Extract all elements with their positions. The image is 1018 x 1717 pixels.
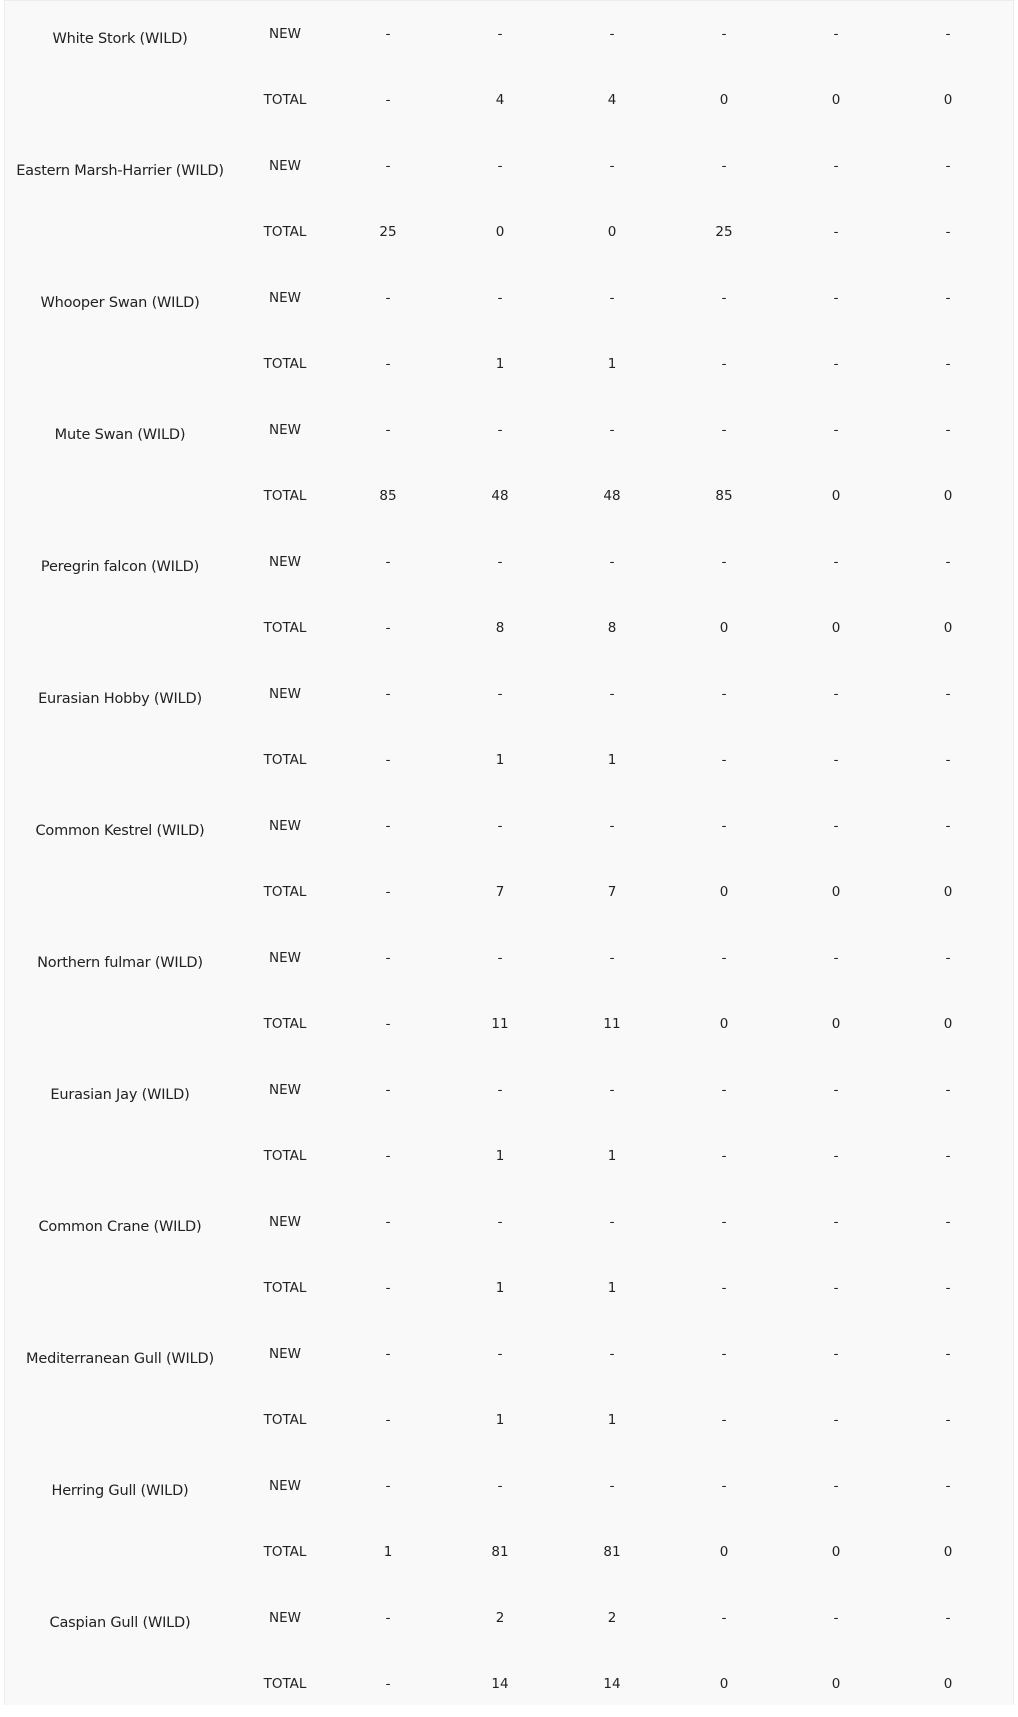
- total-row: [5, 1276, 1015, 1300]
- table-cell: -: [945, 1148, 951, 1164]
- table-cell: -: [945, 554, 951, 570]
- table-cell: -: [721, 1346, 727, 1362]
- table-cell: 0: [719, 1016, 729, 1032]
- species-group: [5, 529, 1015, 661]
- row-label-new: NEW: [269, 1346, 301, 1362]
- table-cell: -: [385, 884, 391, 900]
- table-cell: -: [385, 92, 391, 108]
- species-group: [5, 925, 1015, 1057]
- table-cell: 0: [831, 92, 841, 108]
- table-cell: -: [385, 1610, 391, 1626]
- species-group: [5, 1, 1015, 133]
- table-cell: -: [721, 26, 727, 42]
- table-cell: -: [721, 1082, 727, 1098]
- table-cell: -: [833, 356, 839, 372]
- row-label-new: NEW: [269, 950, 301, 966]
- table-cell: 0: [831, 488, 841, 504]
- table-cell: 1: [607, 752, 617, 768]
- table-cell: -: [385, 1346, 391, 1362]
- total-row: [5, 748, 1015, 772]
- table-cell: -: [497, 422, 503, 438]
- species-group: [5, 661, 1015, 793]
- table-cell: -: [385, 1082, 391, 1098]
- table-cell: -: [385, 818, 391, 834]
- total-row: [5, 880, 1015, 904]
- table-cell: -: [945, 1412, 951, 1428]
- table-cell: 0: [943, 620, 953, 636]
- table-cell: 0: [719, 620, 729, 636]
- table-cell: 1: [607, 1148, 617, 1164]
- species-name: Peregrin falcon (WILD): [40, 559, 200, 575]
- table-cell: 8: [607, 620, 617, 636]
- table-cell: 0: [943, 884, 953, 900]
- table-cell: 4: [607, 92, 617, 108]
- table-cell: 25: [379, 224, 397, 240]
- table-cell: -: [385, 1676, 391, 1692]
- table-cell: -: [721, 1478, 727, 1494]
- table-cell: -: [721, 1148, 727, 1164]
- row-label-total: TOTAL: [263, 224, 307, 240]
- table-cell: -: [833, 290, 839, 306]
- row-label-total: TOTAL: [263, 356, 307, 372]
- new-row: [5, 682, 1015, 706]
- table-cell: -: [609, 1478, 615, 1494]
- table-cell: 11: [491, 1016, 509, 1032]
- table-cell: -: [833, 752, 839, 768]
- table-cell: 1: [383, 1544, 393, 1560]
- table-cell: 0: [943, 488, 953, 504]
- species-name: Eurasian Jay (WILD): [50, 1087, 190, 1103]
- table-cell: -: [945, 224, 951, 240]
- row-label-new: NEW: [269, 1082, 301, 1098]
- table-cell: -: [945, 290, 951, 306]
- species-group: [5, 397, 1015, 529]
- table-cell: -: [609, 1346, 615, 1362]
- table-cell: -: [833, 686, 839, 702]
- table-cell: 0: [831, 620, 841, 636]
- table-cell: -: [721, 290, 727, 306]
- species-name: Herring Gull (WILD): [51, 1483, 189, 1499]
- table-cell: 14: [491, 1676, 509, 1692]
- table-cell: -: [385, 620, 391, 636]
- table-cell: -: [609, 1082, 615, 1098]
- new-row: [5, 1210, 1015, 1234]
- row-label-new: NEW: [269, 422, 301, 438]
- table-cell: 2: [607, 1610, 617, 1626]
- species-group: [5, 1585, 1015, 1717]
- table-cell: 0: [831, 884, 841, 900]
- table-cell: -: [609, 422, 615, 438]
- table-cell: -: [721, 356, 727, 372]
- species-name: Eastern Marsh-Harrier (WILD): [16, 163, 224, 179]
- row-label-total: TOTAL: [263, 884, 307, 900]
- table-cell: -: [385, 1478, 391, 1494]
- species-name: Eurasian Hobby (WILD): [38, 691, 202, 707]
- table-cell: -: [945, 422, 951, 438]
- table-cell: -: [721, 1214, 727, 1230]
- table-cell: -: [385, 26, 391, 42]
- table-cell: -: [497, 1214, 503, 1230]
- row-label-new: NEW: [269, 554, 301, 570]
- table-cell: 8: [495, 620, 505, 636]
- table-cell: -: [497, 818, 503, 834]
- table-cell: -: [721, 1412, 727, 1428]
- row-label-new: NEW: [269, 1478, 301, 1494]
- table-cell: -: [833, 818, 839, 834]
- table-cell: 1: [495, 1412, 505, 1428]
- species-name: Common Kestrel (WILD): [35, 823, 205, 839]
- table-cell: 0: [719, 92, 729, 108]
- table-cell: -: [833, 1346, 839, 1362]
- species-group: [5, 265, 1015, 397]
- total-row: [5, 1540, 1015, 1564]
- table-cell: 0: [719, 884, 729, 900]
- table-cell: -: [385, 1280, 391, 1296]
- new-row: [5, 1606, 1015, 1630]
- table-cell: 81: [491, 1544, 509, 1560]
- table-cell: -: [497, 1082, 503, 1098]
- table-cell: -: [833, 1610, 839, 1626]
- species-name: Northern fulmar (WILD): [37, 955, 203, 971]
- table-cell: 11: [603, 1016, 621, 1032]
- table-cell: -: [945, 1082, 951, 1098]
- row-label-total: TOTAL: [263, 1676, 307, 1692]
- row-label-total: TOTAL: [263, 752, 307, 768]
- table-cell: 0: [719, 1676, 729, 1692]
- table-cell: -: [497, 1346, 503, 1362]
- total-row: [5, 88, 1015, 112]
- table-cell: -: [721, 554, 727, 570]
- row-label-new: NEW: [269, 1214, 301, 1230]
- table-cell: -: [945, 1280, 951, 1296]
- total-row: [5, 1144, 1015, 1168]
- table-cell: -: [385, 1016, 391, 1032]
- row-label-new: NEW: [269, 1610, 301, 1626]
- row-label-total: TOTAL: [263, 1280, 307, 1296]
- table-cell: 81: [603, 1544, 621, 1560]
- table-cell: -: [385, 752, 391, 768]
- table-cell: 85: [715, 488, 733, 504]
- table-cell: -: [609, 290, 615, 306]
- total-row: [5, 1672, 1015, 1696]
- table-cell: -: [609, 26, 615, 42]
- table-cell: 14: [603, 1676, 621, 1692]
- table-cell: -: [945, 158, 951, 174]
- species-group: [5, 793, 1015, 925]
- table-cell: -: [721, 752, 727, 768]
- species-name: Caspian Gull (WILD): [49, 1615, 191, 1631]
- table-cell: -: [497, 26, 503, 42]
- new-row: [5, 550, 1015, 574]
- table-cell: 25: [715, 224, 733, 240]
- new-row: [5, 22, 1015, 46]
- table-cell: -: [385, 686, 391, 702]
- table-cell: -: [945, 1610, 951, 1626]
- species-name: Mediterranean Gull (WILD): [26, 1351, 214, 1367]
- species-name: Common Crane (WILD): [38, 1219, 202, 1235]
- table-cell: 0: [943, 1016, 953, 1032]
- table-cell: -: [721, 422, 727, 438]
- total-row: [5, 1012, 1015, 1036]
- total-row: [5, 616, 1015, 640]
- table-cell: 1: [607, 1280, 617, 1296]
- species-group: [5, 1057, 1015, 1189]
- table-cell: -: [833, 1082, 839, 1098]
- table-cell: -: [497, 686, 503, 702]
- table-cell: 48: [491, 488, 509, 504]
- table-cell: -: [721, 686, 727, 702]
- row-label-new: NEW: [269, 26, 301, 42]
- table-cell: 0: [943, 1544, 953, 1560]
- species-name: Mute Swan (WILD): [54, 427, 186, 443]
- species-name: White Stork (WILD): [52, 31, 188, 47]
- table-cell: 1: [495, 1280, 505, 1296]
- table-cell: -: [497, 554, 503, 570]
- new-row: [5, 1474, 1015, 1498]
- species-group: [5, 1453, 1015, 1585]
- table-cell: -: [609, 818, 615, 834]
- new-row: [5, 418, 1015, 442]
- table-cell: -: [833, 26, 839, 42]
- table-cell: -: [385, 950, 391, 966]
- table-cell: -: [385, 1412, 391, 1428]
- table-cell: -: [833, 1478, 839, 1494]
- table-cell: -: [945, 356, 951, 372]
- table-cell: 48: [603, 488, 621, 504]
- table-cell: -: [721, 158, 727, 174]
- table-cell: -: [497, 158, 503, 174]
- table-cell: -: [833, 224, 839, 240]
- species-statistics-table: [4, 0, 1014, 1705]
- new-row: [5, 154, 1015, 178]
- table-cell: -: [385, 356, 391, 372]
- table-cell: -: [833, 422, 839, 438]
- table-cell: 1: [495, 752, 505, 768]
- row-label-total: TOTAL: [263, 1016, 307, 1032]
- new-row: [5, 1078, 1015, 1102]
- table-cell: -: [833, 950, 839, 966]
- table-cell: -: [945, 1478, 951, 1494]
- row-label-total: TOTAL: [263, 92, 307, 108]
- table-cell: 85: [379, 488, 397, 504]
- table-cell: -: [833, 1148, 839, 1164]
- table-cell: 0: [719, 1544, 729, 1560]
- table-cell: -: [721, 950, 727, 966]
- table-cell: -: [721, 818, 727, 834]
- species-group: [5, 1321, 1015, 1453]
- row-label-total: TOTAL: [263, 1412, 307, 1428]
- table-cell: -: [945, 950, 951, 966]
- table-cell: 1: [607, 1412, 617, 1428]
- table-cell: -: [609, 1214, 615, 1230]
- new-row: [5, 946, 1015, 970]
- table-cell: -: [945, 752, 951, 768]
- table-cell: -: [609, 554, 615, 570]
- table-cell: -: [833, 1412, 839, 1428]
- table-cell: 4: [495, 92, 505, 108]
- table-cell: -: [945, 1346, 951, 1362]
- table-cell: -: [385, 158, 391, 174]
- species-group: [5, 1189, 1015, 1321]
- table-cell: -: [945, 1214, 951, 1230]
- new-row: [5, 286, 1015, 310]
- total-row: [5, 484, 1015, 508]
- table-cell: -: [385, 422, 391, 438]
- table-cell: -: [497, 290, 503, 306]
- table-cell: -: [945, 26, 951, 42]
- row-label-new: NEW: [269, 158, 301, 174]
- table-cell: 7: [495, 884, 505, 900]
- table-cell: 0: [607, 224, 617, 240]
- row-label-total: TOTAL: [263, 1544, 307, 1560]
- table-cell: 0: [943, 92, 953, 108]
- table-cell: -: [609, 950, 615, 966]
- table-cell: 0: [831, 1676, 841, 1692]
- table-cell: -: [385, 554, 391, 570]
- table-cell: -: [833, 1280, 839, 1296]
- table-cell: -: [385, 1214, 391, 1230]
- table-cell: -: [385, 1148, 391, 1164]
- table-cell: -: [833, 554, 839, 570]
- table-cell: -: [833, 1214, 839, 1230]
- table-cell: -: [945, 686, 951, 702]
- row-label-new: NEW: [269, 290, 301, 306]
- row-label-total: TOTAL: [263, 620, 307, 636]
- table-cell: 0: [831, 1016, 841, 1032]
- table-cell: -: [945, 818, 951, 834]
- table-cell: -: [721, 1280, 727, 1296]
- table-cell: -: [497, 950, 503, 966]
- table-cell: -: [609, 158, 615, 174]
- table-cell: -: [721, 1610, 727, 1626]
- table-cell: -: [497, 1478, 503, 1494]
- row-label-new: NEW: [269, 686, 301, 702]
- species-name: Whooper Swan (WILD): [40, 295, 200, 311]
- table-cell: 0: [831, 1544, 841, 1560]
- table-cell: 0: [495, 224, 505, 240]
- table-cell: 0: [943, 1676, 953, 1692]
- total-row: [5, 220, 1015, 244]
- new-row: [5, 1342, 1015, 1366]
- table-cell: -: [833, 158, 839, 174]
- row-label-new: NEW: [269, 818, 301, 834]
- table-cell: 1: [495, 356, 505, 372]
- species-group: [5, 133, 1015, 265]
- table-cell: -: [609, 686, 615, 702]
- total-row: [5, 1408, 1015, 1432]
- new-row: [5, 814, 1015, 838]
- row-label-total: TOTAL: [263, 488, 307, 504]
- row-label-total: TOTAL: [263, 1148, 307, 1164]
- table-cell: 1: [607, 356, 617, 372]
- table-cell: 7: [607, 884, 617, 900]
- table-cell: 2: [495, 1610, 505, 1626]
- table-cell: 1: [495, 1148, 505, 1164]
- table-cell: -: [385, 290, 391, 306]
- total-row: [5, 352, 1015, 376]
